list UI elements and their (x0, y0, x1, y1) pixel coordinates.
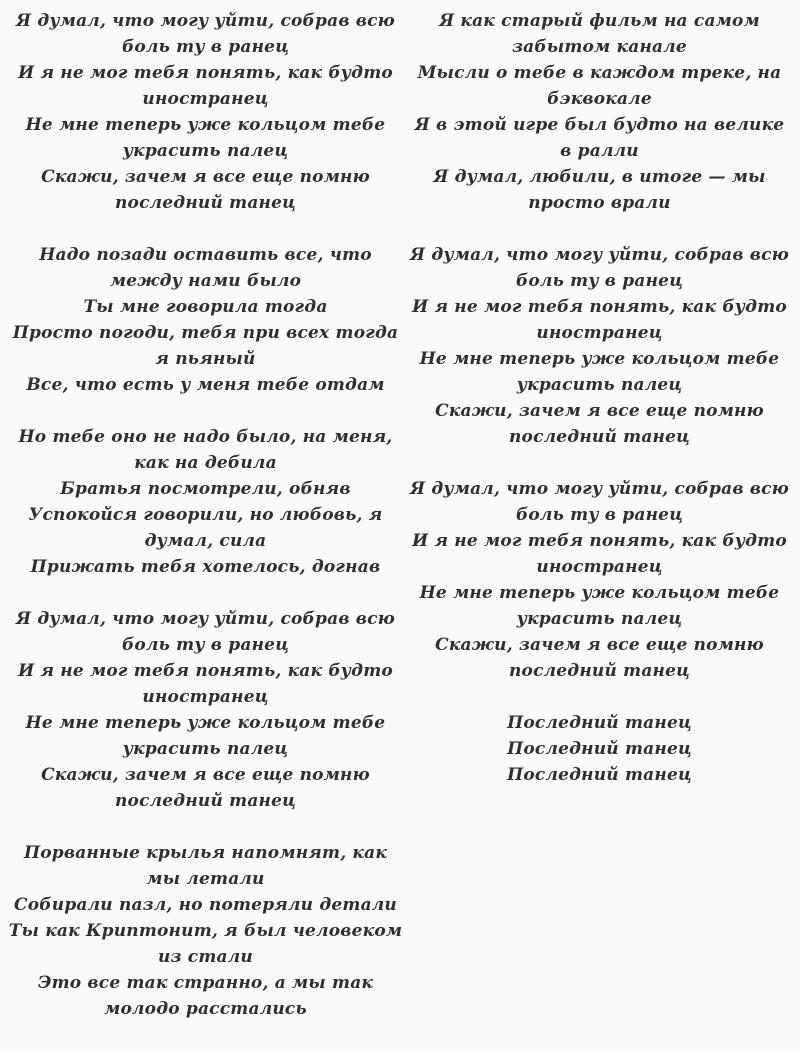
lyrics-stanza (8, 8, 403, 216)
lyric-line: Надо позади оставить все, что между нами было (39, 245, 372, 291)
lyric-line: Скажи, зачем я все еще помню последний танец (41, 167, 370, 213)
lyric-line: Собирали пазл, но потеряли детали (14, 895, 397, 915)
lyric-line: Не мне теперь уже кольцом тебе украсить палец (419, 349, 780, 395)
lyric-line: Скажи, зачем я все еще помню последний танец (435, 401, 764, 447)
lyric-line: Прижать тебя хотелось, догнав (30, 557, 381, 577)
lyrics-stanza (407, 8, 792, 216)
lyric-line: Мысли о тебе в каждом треке, на бэквокале (417, 63, 782, 109)
lyrics-column-left (8, 8, 403, 1049)
lyric-line: Не мне теперь уже кольцом тебе украсить палец (419, 583, 780, 629)
lyric-line: Ты как Криптонит, я был человеком из стали (8, 921, 403, 967)
lyric-line: И я не мог тебя понять, как будто иностранец (18, 63, 393, 109)
lyric-line: И я не мог тебя понять, как будто иностранец (412, 531, 787, 577)
lyric-line: Я думал, любили, в итоге — мы просто врали (433, 167, 766, 213)
lyric-line: Не мне теперь уже кольцом тебе украсить палец (25, 115, 386, 161)
lyric-line: Это все так странно, а мы так молодо расстались (37, 973, 374, 1019)
lyrics-stanza (407, 242, 792, 450)
lyric-line: Я как старый фильм на самом забытом канале (439, 11, 760, 57)
lyric-line: И я не мог тебя понять, как будто иностранец (18, 661, 393, 707)
lyric-line: Все, что есть у меня тебе отдам (26, 375, 385, 395)
lyrics-stanza (8, 424, 403, 580)
lyric-line: Последний танец (507, 713, 692, 733)
lyric-line: Последний танец (507, 765, 692, 785)
lyric-line: Братья посмотрели, обняв (60, 479, 351, 499)
lyric-line: Я думал, что могу уйти, собрав всю боль ту в ранец (410, 245, 789, 291)
lyric-line: Успокойся говорили, но любовь, я думал, сила (28, 505, 383, 551)
lyric-line: Я думал, что могу уйти, собрав всю боль ту в ранец (16, 609, 395, 655)
lyrics-stanza (407, 710, 792, 788)
lyric-line: Скажи, зачем я все еще помню последний танец (435, 635, 764, 681)
lyrics-stanza (8, 242, 403, 398)
lyric-line: Просто погоди, тебя при всех тогда я пьяный (12, 323, 399, 369)
lyric-line: Я думал, что могу уйти, собрав всю боль ту в ранец (16, 11, 395, 57)
lyrics-column-right (407, 8, 792, 1049)
lyric-line: Последний танец (507, 739, 692, 759)
lyric-line: Я в этой игре был будто на велике в ралли (414, 115, 785, 161)
lyrics-stanza (8, 840, 403, 1022)
lyric-line: Я думал, что могу уйти, собрав всю боль ту в ранец (410, 479, 789, 525)
lyric-line: Но тебе оно не надо было, на меня, как на дебила (18, 427, 393, 473)
lyric-line: И я не мог тебя понять, как будто иностранец (412, 297, 787, 343)
lyrics-stanza (407, 476, 792, 684)
lyric-line: Ты мне говорила тогда (83, 297, 328, 317)
lyric-line: Скажи, зачем я все еще помню последний танец (41, 765, 370, 811)
lyrics-stanza (8, 606, 403, 814)
lyric-line: Не мне теперь уже кольцом тебе украсить палец (25, 713, 386, 759)
lyric-line: Порванные крылья напомнят, как мы летали (23, 843, 388, 889)
